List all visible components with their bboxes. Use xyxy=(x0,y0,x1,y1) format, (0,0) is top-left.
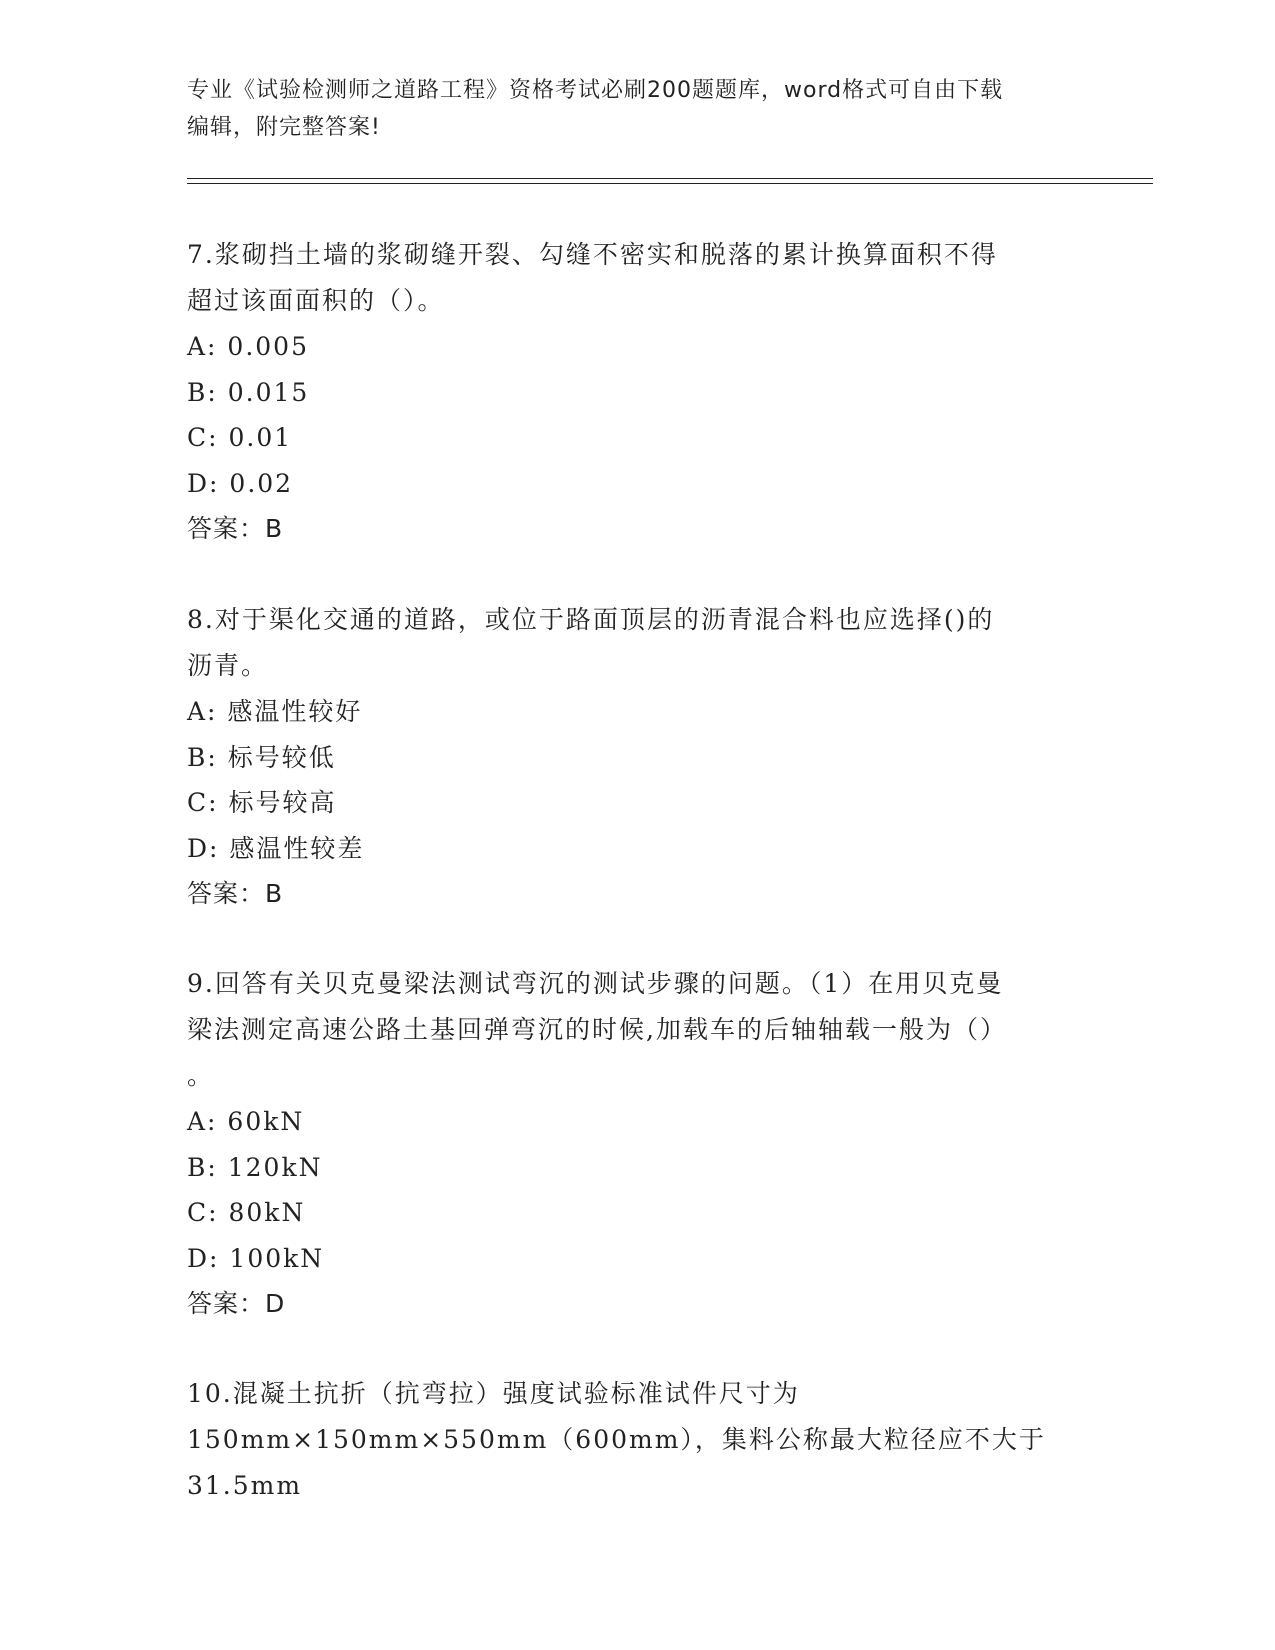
question-stem-line: 10.混凝土抗折（抗弯拉）强度试验标准试件尺寸为 xyxy=(187,1379,800,1408)
option-b: B: 0.015 xyxy=(187,377,310,407)
header-line-1: 专业《试验检测师之道路工程》资格考试必刷200题题库，word格式可自由下载 xyxy=(187,78,1004,103)
option-b: B: 120kN xyxy=(187,1152,323,1182)
option-a: A: 感温性较好 xyxy=(187,697,363,726)
header-line-2: 编辑，附完整答案! xyxy=(187,115,381,140)
document-header xyxy=(187,72,1067,146)
question-stem-line: 。 xyxy=(187,1061,215,1090)
answer: 答案：D xyxy=(187,1289,286,1318)
answer: 答案：B xyxy=(187,879,284,908)
option-c: C: 标号较高 xyxy=(187,788,337,817)
question-stem-line: 沥青。 xyxy=(187,651,269,680)
header-divider-top xyxy=(187,178,1153,179)
question-stem-line: 梁法测定高速公路土基回弹弯沉的时候,加载车的后轴轴载一般为（） xyxy=(187,1015,1007,1044)
option-d: D: 100kN xyxy=(187,1243,325,1273)
question-stem-line: 150mm×150mm×550mm（600mm），集料公称最大粒径应不大于31.5mm xyxy=(187,1425,1046,1500)
option-d: D: 感温性较差 xyxy=(187,833,365,863)
option-c: C: 0.01 xyxy=(187,423,293,452)
question-8 xyxy=(187,597,1087,917)
option-a: A: 0.005 xyxy=(187,332,309,361)
option-d: D: 0.02 xyxy=(187,468,294,498)
option-b: B: 标号较低 xyxy=(187,742,336,772)
question-stem-line: 9.回答有关贝克曼梁法测试弯沉的测试步骤的问题。（1）在用贝克曼 xyxy=(187,969,1004,998)
question-10 xyxy=(187,1371,1087,1509)
question-stem-line: 超过该面面积的（）。 xyxy=(187,286,445,315)
answer: 答案：B xyxy=(187,514,284,543)
question-9 xyxy=(187,961,1087,1327)
question-7 xyxy=(187,232,1087,552)
header-divider-bottom xyxy=(187,183,1153,184)
question-stem-line: 8.对于渠化交通的道路，或位于路面顶层的沥青混合料也应选择()的 xyxy=(187,605,995,634)
question-stem-line: 7.浆砌挡土墙的浆砌缝开裂、勾缝不密实和脱落的累计换算面积不得 xyxy=(187,240,998,269)
option-a: A: 60kN xyxy=(187,1107,305,1136)
option-c: C: 80kN xyxy=(187,1198,306,1227)
